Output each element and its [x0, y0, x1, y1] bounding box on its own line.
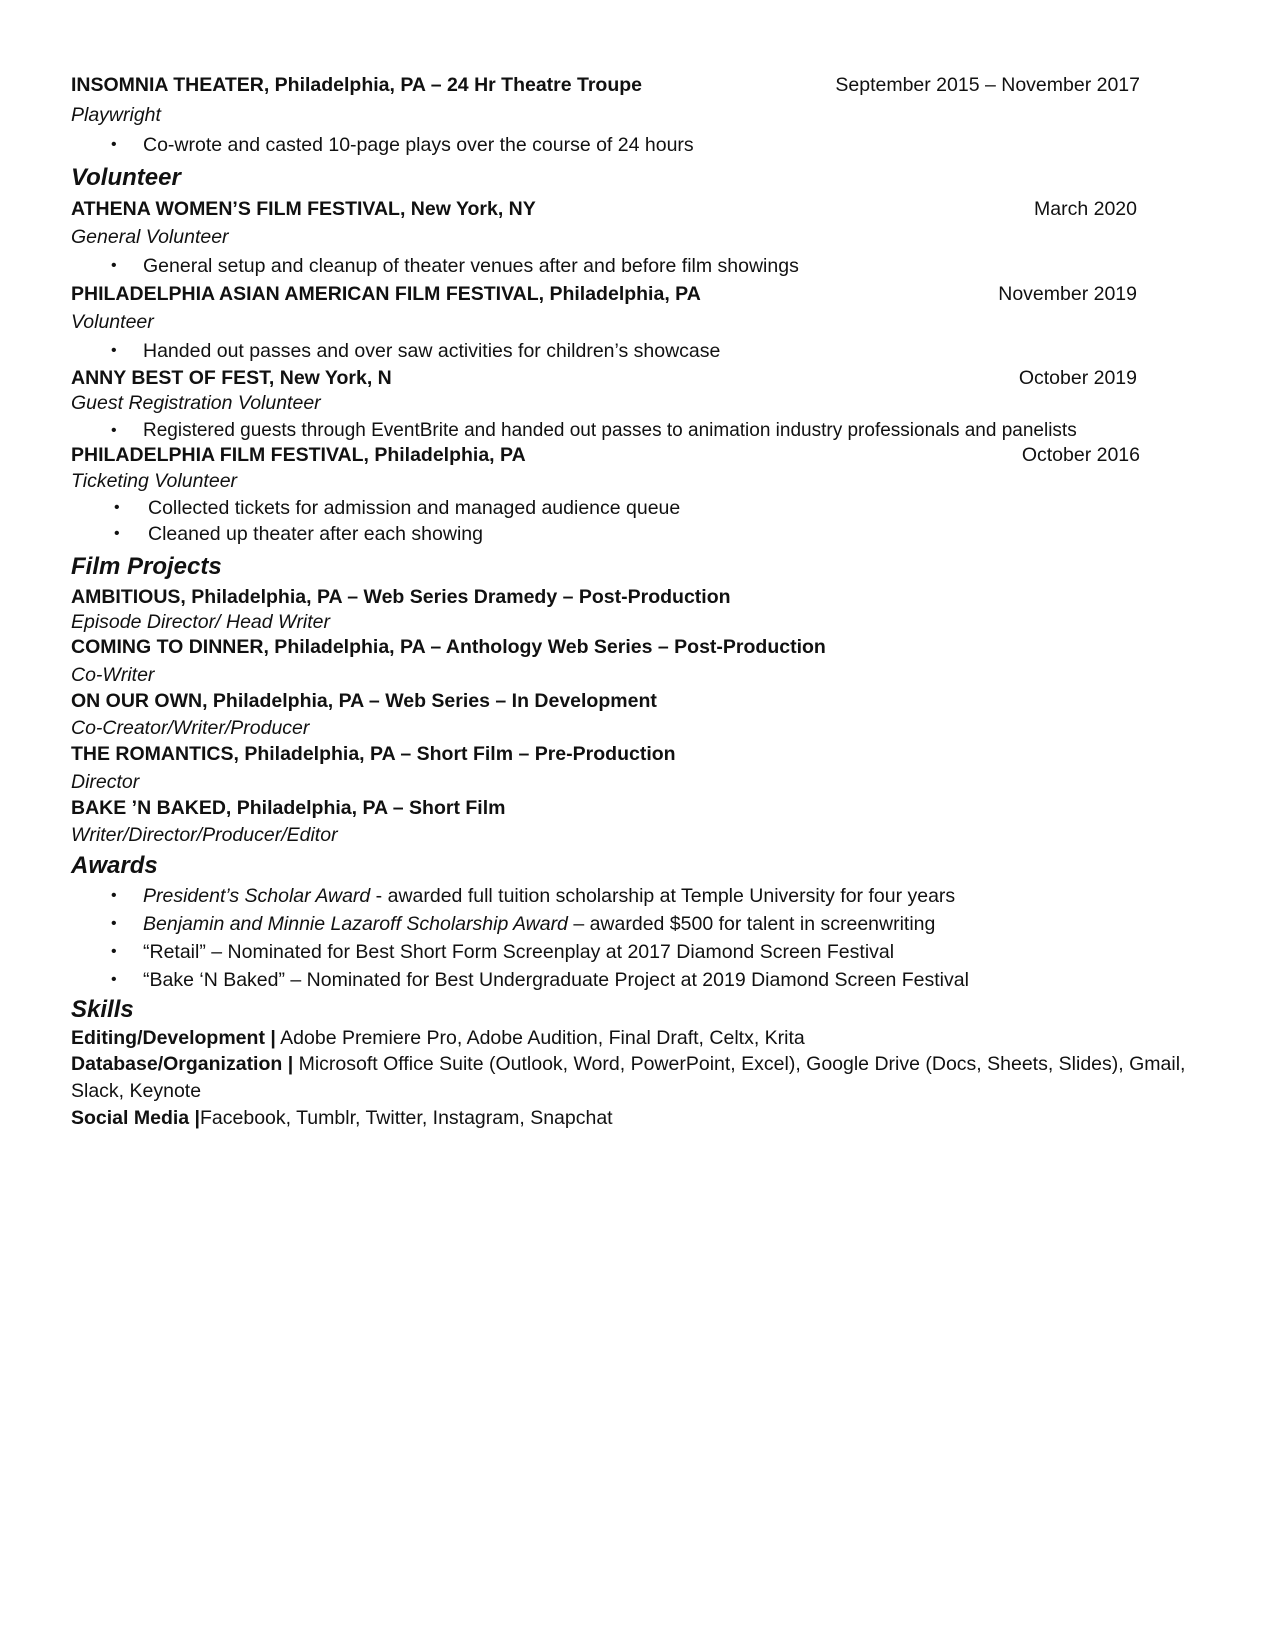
project-title: AMBITIOUS, Philadelphia, PA – Web Series Dramedy – Post-Production — [71, 586, 731, 608]
date-range: October 2016 — [1021, 444, 1140, 466]
skill-value: Adobe Premiere Pro, Adobe Audition, Final Draft, Celtx, Krita — [275, 1027, 805, 1049]
award-desc: – awarded $500 for talent in screenwriting — [567, 913, 936, 935]
award-desc: “Bake ‘N Baked” – Nominated for Best Undergraduate Project at 2019 Diamond Screen Festival — [143, 969, 969, 991]
section-heading-skills: Skills — [71, 996, 134, 1023]
bullet-text: Registered guests through EventBrite and handed out passes to animation industry professionals and panelists — [143, 420, 1077, 441]
date-range: March 2020 — [1034, 198, 1137, 220]
award-desc: - awarded full tuition scholarship at Temple University for four years — [370, 885, 956, 907]
org-title: PHILADELPHIA FILM FESTIVAL, Philadelphia, PA — [71, 444, 526, 466]
bullet-icon: • — [111, 257, 117, 274]
project-role: Director — [71, 771, 140, 793]
award-item — [143, 884, 955, 908]
award-item — [143, 940, 894, 964]
bullet-icon: • — [114, 499, 120, 516]
role-title: General Volunteer — [71, 226, 229, 248]
role-title: Volunteer — [71, 311, 154, 333]
project-role: Co-Creator/Writer/Producer — [71, 717, 310, 739]
award-name: Benjamin and Minnie Lazaroff Scholarship Award — [143, 913, 568, 935]
project-role: Episode Director/ Head Writer — [71, 611, 331, 633]
bullet-icon: • — [111, 943, 117, 960]
org-title: ATHENA WOMEN’S FILM FESTIVAL, New York, NY — [71, 198, 536, 220]
skill-line — [71, 1105, 1201, 1132]
bullet-icon: • — [111, 971, 117, 988]
award-item — [143, 912, 935, 936]
bullet-text: General setup and cleanup of theater venues after and before film showings — [143, 255, 799, 277]
section-heading-awards: Awards — [71, 852, 158, 879]
skill-line — [71, 1051, 1201, 1105]
skill-line — [71, 1025, 1201, 1052]
role-title: Guest Registration Volunteer — [71, 392, 321, 414]
project-role: Writer/Director/Producer/Editor — [71, 824, 338, 846]
org-title: ANNY BEST OF FEST, New York, N — [71, 367, 392, 389]
project-title: BAKE ’N BAKED, Philadelphia, PA – Short Film — [71, 797, 506, 819]
project-title: COMING TO DINNER, Philadelphia, PA – Anthology Web Series – Post-Production — [71, 636, 826, 658]
bullet-text: Cleaned up theater after each showing — [148, 523, 483, 545]
section-heading-volunteer: Volunteer — [71, 164, 181, 191]
skill-value: Facebook, Tumblr, Twitter, Instagram, Snapchat — [200, 1107, 613, 1129]
bullet-icon: • — [111, 915, 117, 932]
award-name: President’s Scholar Award — [143, 885, 371, 907]
bullet-icon: • — [111, 422, 117, 439]
skill-value: Microsoft Office Suite (Outlook, Word, PowerPoint, Excel), Google Drive (Docs, Sheets, Slides), Gmail, Slack, Keynote — [71, 1053, 1186, 1102]
bullet-icon: • — [111, 136, 117, 153]
bullet-icon: • — [111, 342, 117, 359]
project-title: THE ROMANTICS, Philadelphia, PA – Short Film – Pre-Production — [71, 743, 676, 765]
org-title: PHILADELPHIA ASIAN AMERICAN FILM FESTIVAL, Philadelphia, PA — [71, 283, 701, 305]
skill-label: Database/Organization | — [71, 1053, 294, 1075]
bullet-text: Co-wrote and casted 10-page plays over the course of 24 hours — [143, 134, 694, 156]
skill-label: Social Media | — [71, 1107, 200, 1129]
section-heading-film-projects: Film Projects — [71, 553, 222, 580]
skill-label: Editing/Development | — [71, 1027, 276, 1049]
project-role: Co-Writer — [71, 664, 155, 686]
award-desc: “Retail” – Nominated for Best Short Form Screenplay at 2017 Diamond Screen Festival — [143, 941, 895, 963]
project-title: ON OUR OWN, Philadelphia, PA – Web Series – In Development — [71, 690, 657, 712]
role-title: Playwright — [71, 104, 161, 126]
bullet-text: Collected tickets for admission and managed audience queue — [148, 497, 681, 519]
date-range: November 2019 — [998, 283, 1137, 305]
date-range: October 2019 — [1018, 367, 1137, 389]
date-range: September 2015 – November 2017 — [835, 74, 1140, 96]
role-title: Ticketing Volunteer — [71, 470, 238, 492]
bullet-icon: • — [111, 887, 117, 904]
bullet-text: Handed out passes and over saw activities for children’s showcase — [143, 340, 721, 362]
org-title: INSOMNIA THEATER, Philadelphia, PA – 24 Hr Theatre Troupe — [71, 74, 643, 96]
award-item — [143, 968, 969, 992]
bullet-icon: • — [114, 525, 120, 542]
